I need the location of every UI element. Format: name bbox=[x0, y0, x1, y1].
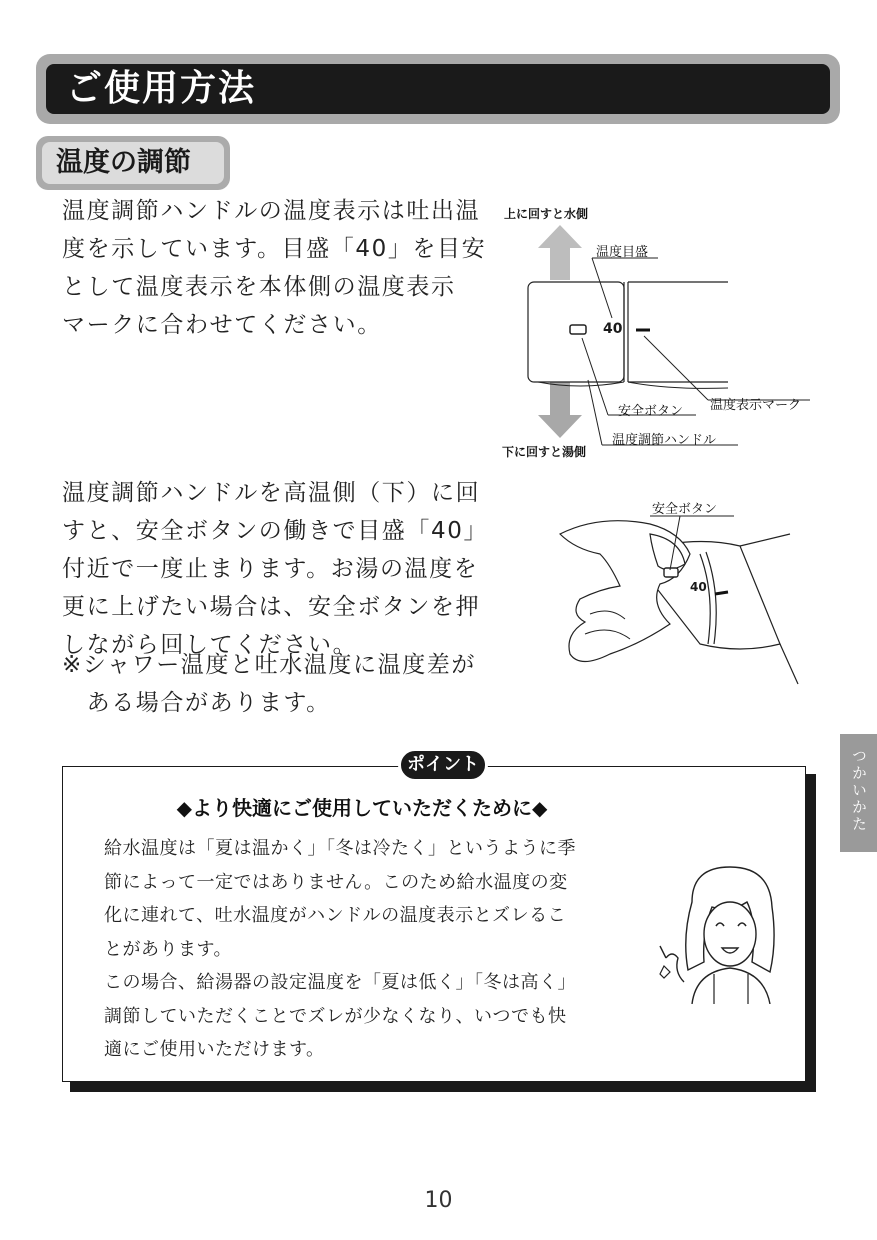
page-title: ご使用方法 bbox=[66, 68, 257, 109]
point-badge: ポイント bbox=[398, 748, 488, 782]
up-arrow-icon bbox=[538, 225, 582, 280]
sparkle-icon bbox=[660, 966, 670, 978]
text-line: この場合、給湯器の設定温度を「夏は低く」「冬は高く」 bbox=[104, 972, 576, 993]
section-title: 温度の調節 bbox=[56, 147, 191, 178]
instruction-paragraph-2 bbox=[62, 474, 492, 664]
body-icon bbox=[692, 968, 770, 1004]
text-line: とがあります。 bbox=[104, 938, 233, 960]
note-paragraph bbox=[62, 646, 492, 722]
safety-button-label: 安全ボタン bbox=[652, 502, 718, 517]
text-line: 度を示しています。目盛「40」を目安 bbox=[62, 236, 487, 262]
text-line: すと、安全ボタンの働きで目盛「40」 bbox=[62, 518, 489, 544]
woman-character-illustration bbox=[652, 862, 798, 1004]
point-text bbox=[104, 832, 576, 1067]
text-line: 化に連れて、吐水温度がハンドルの温度表示とズレるこ bbox=[104, 905, 567, 926]
handle-diagram bbox=[490, 200, 820, 462]
face-icon bbox=[704, 902, 756, 966]
side-tab[interactable] bbox=[840, 734, 877, 852]
scale-value: 40 bbox=[603, 321, 623, 337]
text-line: 調節していただくことでズレが少なくなり、いつでも快 bbox=[104, 1005, 567, 1027]
safety-button-icon bbox=[570, 325, 586, 334]
faucet-body bbox=[628, 282, 728, 382]
text-line: マークに合わせてください。 bbox=[62, 312, 382, 338]
text-line: 付近で一度止まります。お湯の温度を bbox=[62, 556, 479, 582]
text-line: として温度表示を本体側の温度表示 bbox=[62, 274, 456, 300]
text-line: ある場合があります。 bbox=[62, 690, 331, 716]
side-tab-label: つかいかた bbox=[850, 748, 868, 833]
turn-down-label: 下に回すと湯側 bbox=[502, 445, 587, 459]
handle-label: 温度調節ハンドル bbox=[612, 433, 717, 448]
safety-button-label: 安全ボタン bbox=[618, 404, 684, 419]
temp-scale-label: 温度目盛 bbox=[596, 245, 649, 260]
text-line: 温度調節ハンドルを高温側（下）に回 bbox=[62, 480, 481, 506]
text-line: 適にご使用いただけます。 bbox=[104, 1039, 325, 1060]
text-line: 更に上げたい場合は、安全ボタンを押 bbox=[62, 594, 481, 620]
text-line: ※シャワー温度と吐水温度に温度差が bbox=[62, 652, 477, 678]
instruction-paragraph-1 bbox=[62, 192, 487, 344]
scale-value: 40 bbox=[690, 580, 707, 594]
hand-diagram bbox=[540, 494, 800, 694]
temp-mark-label: 温度表示マーク bbox=[710, 398, 802, 413]
temp-mark-icon bbox=[715, 592, 728, 594]
text-line: 節によって一定ではありません。このため給水温度の変 bbox=[104, 871, 568, 893]
turn-up-label: 上に回すと水側 bbox=[504, 207, 589, 221]
page-number: 10 bbox=[424, 1188, 453, 1213]
text-line: 給水温度は「夏は温かく」「冬は冷たく」というように季 bbox=[104, 838, 576, 859]
text-line: しながら回してください。 bbox=[62, 632, 358, 658]
down-arrow-icon bbox=[538, 382, 582, 438]
text-line: 温度調節ハンドルの温度表示は吐出温 bbox=[62, 198, 481, 224]
point-title: ◆より快適にご使用していただくために◆ bbox=[176, 796, 548, 820]
safety-button-icon bbox=[664, 568, 678, 577]
